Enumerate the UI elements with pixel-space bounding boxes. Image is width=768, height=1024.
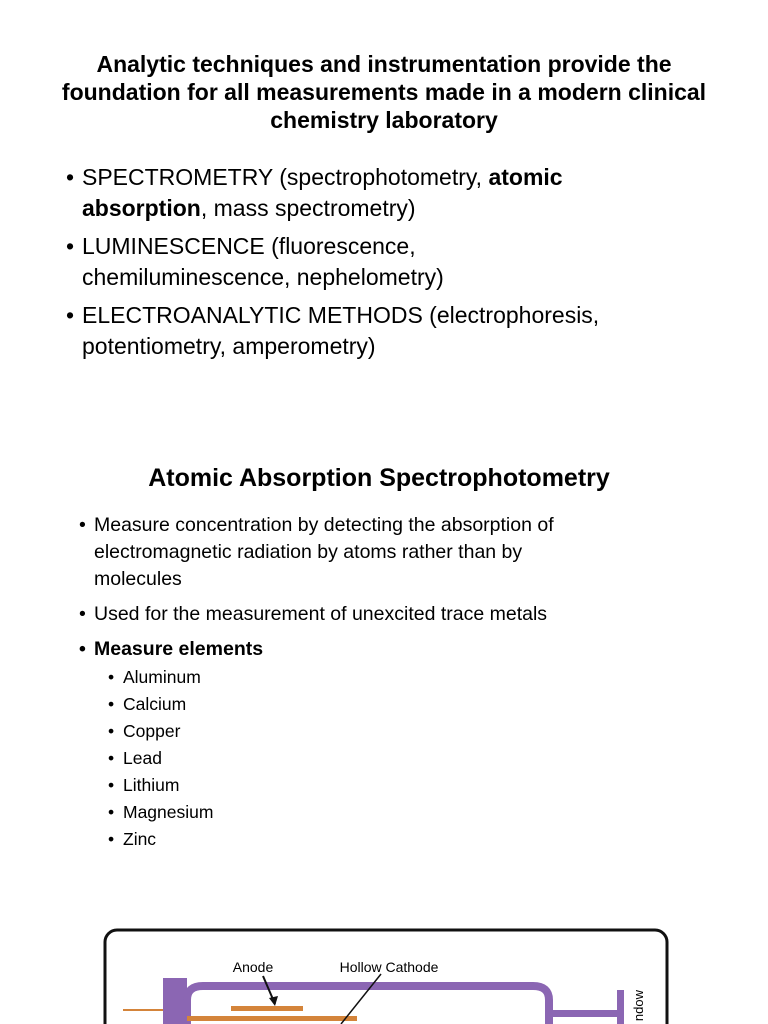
bullet-dot: • <box>79 638 86 660</box>
element-list <box>108 664 408 853</box>
bullet-dot: • <box>108 694 115 714</box>
line: Measure concentration by detecting the absorption of <box>94 514 554 536</box>
list-item: • Copper <box>108 718 408 745</box>
list-item: • Zinc <box>108 826 408 853</box>
bullet-dot: • <box>79 514 86 536</box>
cathode-electrode <box>187 1016 357 1021</box>
slide1-title: Analytic techniques and instrumentation provide the foundation for all measurements made in a modern clinical chemistry laboratory <box>61 51 707 133</box>
aas-bullet-list <box>79 512 719 667</box>
list-item: • Calcium <box>108 691 408 718</box>
bullet-dot: • <box>108 829 115 849</box>
list-item <box>79 601 719 628</box>
slide2-title: Atomic Absorption Spectrophotometry <box>148 464 610 492</box>
bullet-dot: • <box>66 233 75 259</box>
bullet-dot: • <box>108 748 115 768</box>
line: SPECTROMETRY (spectrophotometry, atomic <box>82 164 563 190</box>
bullet-dot: • <box>108 802 115 822</box>
list-item: • Lithium <box>108 772 408 799</box>
line: Measure elements <box>94 638 264 660</box>
list-item <box>79 636 719 663</box>
bullet-dot: • <box>108 775 115 795</box>
list-item: • Aluminum <box>108 664 408 691</box>
line: Used for the measurement of unexcited trace metals <box>94 603 548 625</box>
lamp-svg <box>103 928 669 1024</box>
technique-list <box>66 162 726 369</box>
list-item <box>79 512 719 593</box>
list-item <box>66 162 726 224</box>
line: ELECTROANALYTIC METHODS (electrophoresis, <box>82 302 600 328</box>
bullet-dot: • <box>79 603 86 625</box>
line: molecules <box>94 568 182 590</box>
bullet-dot: • <box>108 721 115 741</box>
hollow-cathode-lamp-diagram <box>103 928 669 1024</box>
bullet-dot: • <box>66 164 75 190</box>
window-label: ndow <box>631 990 646 1022</box>
line: LUMINESCENCE (fluorescence, <box>82 233 416 259</box>
list-item <box>66 300 726 362</box>
window-stem <box>549 1010 619 1017</box>
anode-label: Anode <box>232 959 274 975</box>
bullet-dot: • <box>66 302 75 328</box>
line: electromagnetic radiation by atoms rather than by <box>94 541 523 563</box>
line: potentiometry, amperometry) <box>82 333 376 359</box>
line: chemiluminescence, nephelometry) <box>82 264 444 290</box>
bullet-dot: • <box>108 667 115 687</box>
line: absorption, mass spectrometry) <box>82 195 416 221</box>
cathode-label: Hollow Cathode <box>339 959 439 975</box>
list-item: • Magnesium <box>108 799 408 826</box>
list-item <box>66 231 726 293</box>
anode-electrode <box>231 1006 303 1011</box>
window-plate <box>617 990 624 1024</box>
list-item: • Lead <box>108 745 408 772</box>
